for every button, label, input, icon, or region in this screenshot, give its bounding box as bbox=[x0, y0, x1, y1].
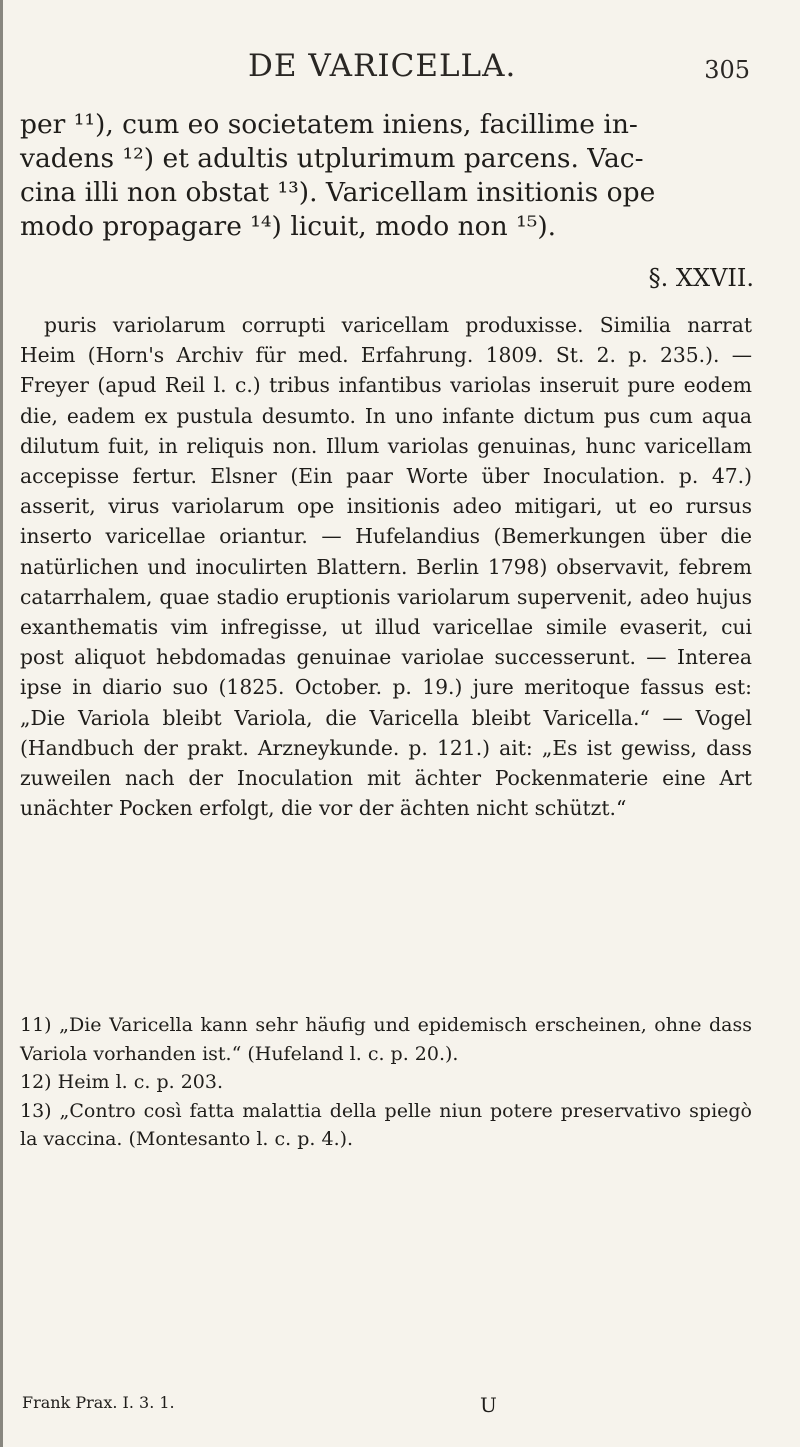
page-number: 305 bbox=[704, 56, 750, 84]
section-text bbox=[20, 310, 752, 823]
footnote-12 bbox=[20, 1068, 752, 1097]
section-heading-block bbox=[20, 264, 754, 302]
running-head: DE VARICELLA. bbox=[248, 48, 517, 84]
footnote-11 bbox=[20, 1011, 752, 1068]
footnote-text: „Die Varicella kann sehr häufig und epidemisch erscheinen, ohne dass Variola vorhanden ist.“ (Hufeland l. c. p. 20.). bbox=[20, 1014, 753, 1065]
signature-line: Frank Prax. I. 3. 1. bbox=[22, 1393, 175, 1412]
footnote-number: 13) bbox=[20, 1099, 52, 1122]
main-text-line: modo propagare ¹⁴) licuit, modo non ¹⁵). bbox=[20, 211, 557, 242]
footnotes bbox=[20, 1011, 752, 1154]
page-footer bbox=[22, 1393, 740, 1423]
main-text-line: per ¹¹), cum eo societatem iniens, facillime in- bbox=[20, 109, 638, 140]
section-paragraph: puris variolarum corrupti varicellam produxisse. Similia narrat Heim (Horn's Archiv für med. Erfahrung. 1809. St. 2. p. 235.). — Freyer (apud Reil l. c.) tribus infantibus variolas inseruit pure eodem die, eadem ex pustula desumto. In uno infante dictum pus cum aqua dilutum fuit, in reliquis non. Illum variolas genuinas, hunc varicellam accepisse fertur. Elsner (Ein paar Worte über Inoculation. p. 47.) asserit, virus variolarum ope insitionis adeo mitigari, ut eo rursus inserto varicellae oriantur. — Hufelandius (Bemerkungen über die natürlichen und inoculirten Blattern. Berlin 1798) observavit, febrem catarrhalem, quae stadio eruptionis variolarum supervenit, adeo hujus exanthematis vim infregisse, ut illud varicellae simile evaserit, cui post aliquot hebdomadas genuinae variolae successerunt. — Interea ipse in diario suo (1825. October. p. 19.) jure meritoque fassus est: „Die Variola bleibt Variola, die Varicella bleibt Varicella.“ — Vogel (Handbuch der prakt. Arzneykunde. p. 121.) ait: „Es ist gewiss, dass zuweilen nach der Inoculation mit ächter Pockenmaterie eine Art unächter Pocken erfolgt, die vor der ächten nicht schützt.“ bbox=[20, 313, 752, 821]
main-text-line: cina illi non obstat ¹³). Varicellam insitionis ope bbox=[20, 177, 656, 208]
footnote-13 bbox=[20, 1097, 752, 1154]
leaf-mark: U bbox=[480, 1393, 497, 1417]
main-text bbox=[20, 108, 752, 244]
footnote-number: 12) bbox=[20, 1071, 52, 1094]
footnote-number: 11) bbox=[20, 1014, 52, 1036]
page-binding-edge bbox=[0, 0, 3, 1447]
footnote-text: Heim l. c. p. 203. bbox=[57, 1071, 224, 1094]
page-header bbox=[0, 48, 800, 92]
footnote-text: „Contro così fatta malattia della pelle niun potere preservativo spiegò la vaccina. (Montesanto l. c. p. 4.). bbox=[20, 1099, 752, 1151]
section-mark: §. XXVII. bbox=[648, 264, 754, 292]
main-text-line: vadens ¹²) et adultis utplurimum parcens. Vac- bbox=[20, 143, 644, 174]
